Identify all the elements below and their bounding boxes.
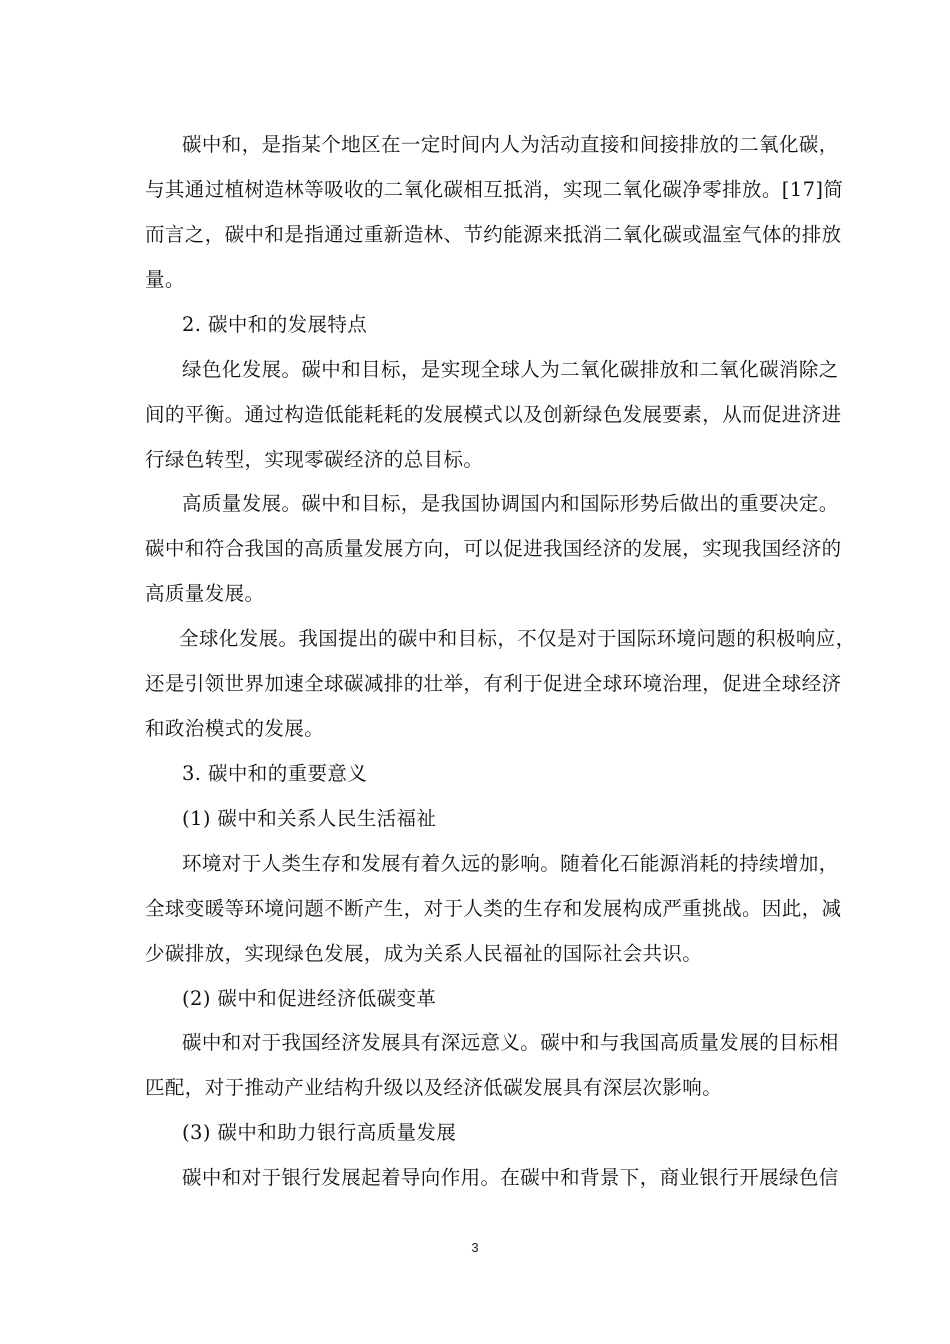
paragraph-line: 与其通过植树造林等吸收的二氧化碳相互抵消，实现二氧化碳净零排放。[17]简 [145,178,844,201]
paragraph-line: 碳中和符合我国的高质量发展方向，可以促进我国经济的发展，实现我国经济的 [145,537,842,560]
paragraph-line: 和政治模式的发展。 [145,717,325,740]
paragraph-line: 而言之，碳中和是指通过重新造林、节约能源来抵消二氧化碳或温室气体的排放 [145,223,842,246]
paragraph-line: 全球变暖等环境问题不断产生，对于人类的生存和发展构成严重挑战。因此，减 [145,897,842,920]
paragraph-line: 高质量发展。 [145,582,265,605]
paragraph-line: 高质量发展。碳中和目标，是我国协调国内和国际形势后做出的重要决定。 [182,492,839,515]
subsection-heading: (2) 碳中和促进经济低碳变革 [182,987,437,1010]
section-heading: 2. 碳中和的发展特点 [182,313,368,336]
paragraph-line: 碳中和对于我国经济发展具有深远意义。碳中和与我国高质量发展的目标相 [182,1031,839,1054]
section-heading: 3. 碳中和的重要意义 [182,762,368,785]
paragraph-line: 量。 [145,268,185,291]
page-number: 3 [471,1240,479,1255]
paragraph-line: 全球化发展。我国提出的碳中和目标，不仅是对于国际环境问题的积极响应， [179,627,856,650]
subsection-heading: (1) 碳中和关系人民生活福祉 [182,807,437,830]
paragraph-line: 行绿色转型，实现零碳经济的总目标。 [145,448,484,471]
paragraph-line: 绿色化发展。碳中和目标，是实现全球人为二氧化碳排放和二氧化碳消除之 [182,358,839,381]
paragraph-line: 少碳排放，实现绿色发展，成为关系人民福祉的国际社会共识。 [145,942,703,965]
paragraph-line: 还是引领世界加速全球碳减排的壮举，有利于促进全球环境治理，促进全球经济 [145,672,842,695]
paragraph-line: 碳中和，是指某个地区在一定时间内人为活动直接和间接排放的二氧化碳， [182,133,839,156]
subsection-heading: (3) 碳中和助力银行高质量发展 [182,1121,457,1144]
paragraph-line: 匹配，对于推动产业结构升级以及经济低碳发展具有深层次影响。 [145,1076,723,1099]
paragraph-line: 碳中和对于银行发展起着导向作用。在碳中和背景下，商业银行开展绿色信 [182,1166,839,1189]
paragraph-line: 间的平衡。通过构造低能耗耗的发展模式以及创新绿色发展要素，从而促进济进 [145,403,842,426]
paragraph-line: 环境对于人类生存和发展有着久远的影响。随着化石能源消耗的持续增加， [182,852,839,875]
